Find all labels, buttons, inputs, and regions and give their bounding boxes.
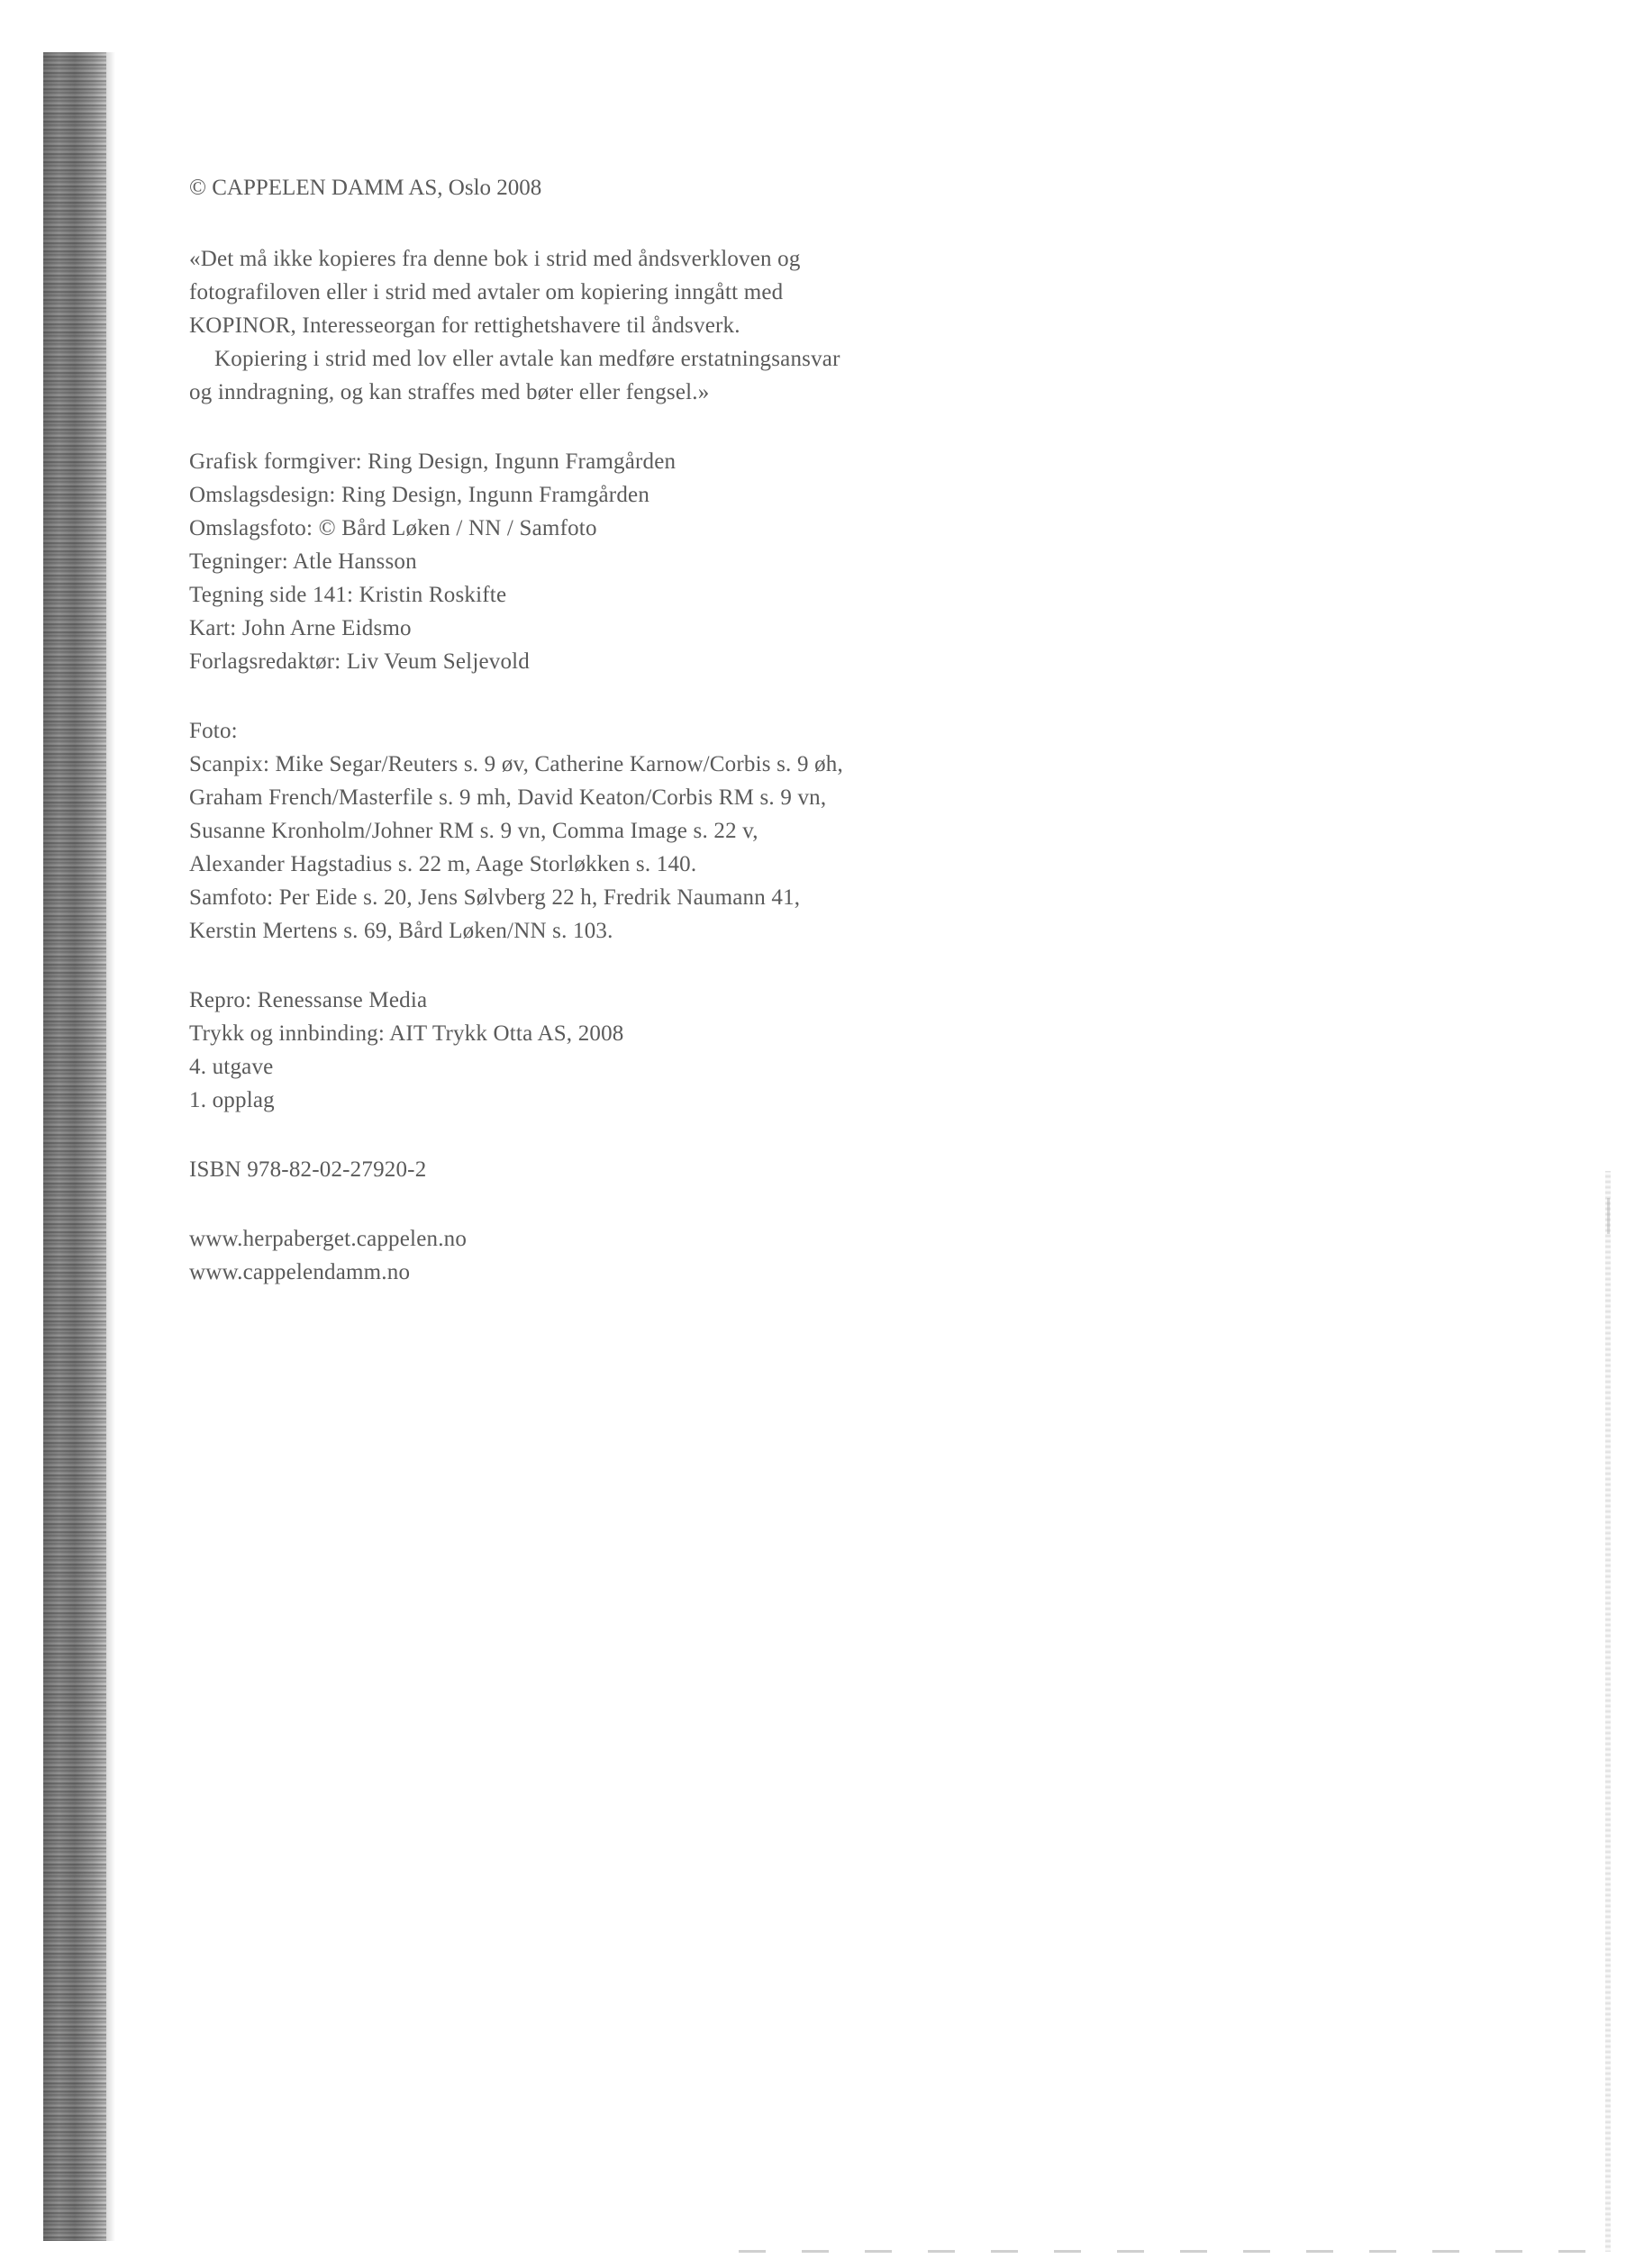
scanned-binding-edge (43, 52, 106, 2241)
credit-line: Omslagsfoto: © Bård Løken / NN / Samfoto (189, 516, 597, 540)
websites (189, 1222, 1270, 1289)
photo-credit-line: Scanpix: Mike Segar/Reuters s. 9 øv, Catherine Karnow/Corbis s. 9 øh, (189, 752, 843, 776)
colophon-page (189, 171, 1270, 1325)
bottom-scan-edge (739, 2250, 1585, 2253)
photo-credit-line: Graham French/Masterfile s. 9 mh, David Keaton/Corbis RM s. 9 vn, (189, 785, 827, 810)
copyright-line: © CAPPELEN DAMM AS, Oslo 2008 (189, 176, 542, 200)
website-link: www.herpaberget.cappelen.no (189, 1227, 468, 1251)
credit-line: Tegning side 141: Kristin Roskifte (189, 583, 507, 607)
edition-line: 4. utgave (189, 1055, 274, 1079)
credit-line: Grafisk formgiver: Ring Design, Ingunn Framgården (189, 449, 677, 474)
design-credits (189, 445, 1270, 678)
photo-heading: Foto: (189, 719, 238, 743)
credit-line: Tegninger: Atle Hansson (189, 549, 417, 574)
binding-shadow (106, 52, 115, 2241)
credit-line: Forlagsredaktør: Liv Veum Seljevold (189, 649, 531, 674)
notice-line: «Det må ikke kopieres fra denne bok i strid med åndsverkloven og (189, 247, 801, 271)
isbn: ISBN 978-82-02-27920-2 (189, 1157, 427, 1182)
photo-credit-line: Kerstin Mertens s. 69, Bård Løken/NN s. 103. (189, 919, 613, 943)
printing-line: 1. opplag (189, 1088, 275, 1112)
credit-line: Kart: John Arne Eidsmo (189, 616, 412, 640)
production-info (189, 984, 1270, 1117)
photo-credit-line: Alexander Hagstadius s. 22 m, Aage Storløkken s. 140. (189, 852, 697, 876)
notice-line: KOPINOR, Interesseorgan for rettighetshavere til åndsverk. (189, 313, 740, 338)
website-link: www.cappelendamm.no (189, 1260, 411, 1284)
photo-credits (189, 714, 1270, 948)
production-line: Repro: Renessanse Media (189, 988, 428, 1012)
credit-line: Omslagsdesign: Ring Design, Ingunn Framgården (189, 483, 650, 507)
notice-line: Kopiering i strid med lov eller avtale kan medføre erstatningsansvar (214, 347, 840, 371)
right-scan-mark (1607, 1198, 1610, 1234)
photo-credit-line: Samfoto: Per Eide s. 20, Jens Sølvberg 22 h, Fredrik Naumann 41, (189, 885, 801, 910)
isbn-block (189, 1153, 1270, 1186)
notice-line: og inndragning, og kan straffes med bøter eller fengsel.» (189, 380, 710, 404)
photo-credit-line: Susanne Kronholm/Johner RM s. 9 vn, Comma Image s. 22 v, (189, 819, 758, 843)
copyright-notice (189, 242, 1270, 409)
notice-line: fotografiloven eller i strid med avtaler om kopiering inngått med (189, 280, 784, 304)
right-scan-edge (1605, 1171, 1611, 2252)
production-line: Trykk og innbinding: AIT Trykk Otta AS, 2008 (189, 1021, 624, 1046)
